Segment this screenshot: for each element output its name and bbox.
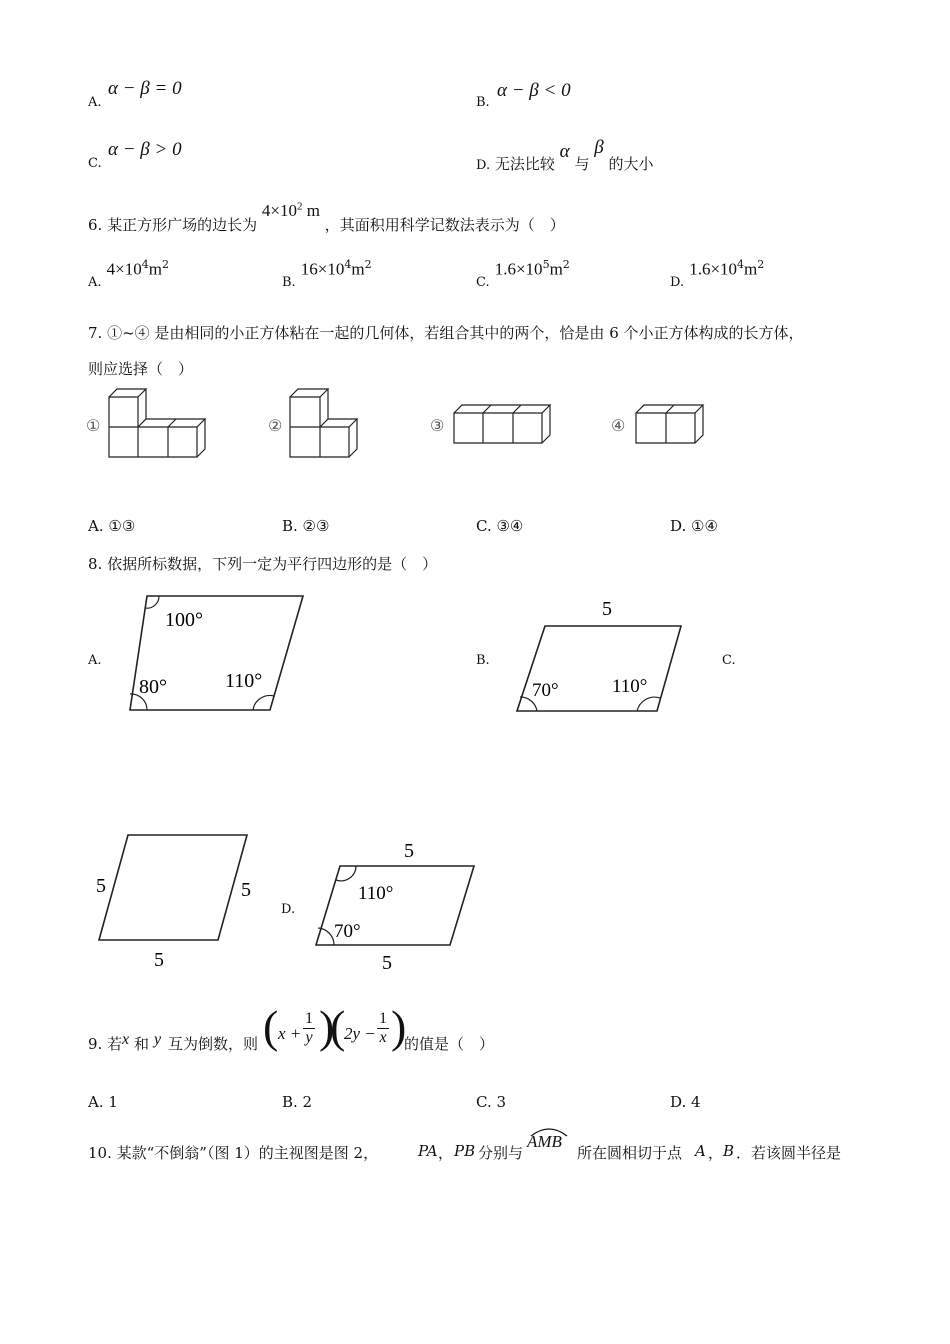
q8-option-d-label: D. [281, 902, 296, 917]
q6-stem-before: 6. 某正方形广场的边长为 [88, 216, 258, 234]
q5-option-d-label: D. [476, 158, 491, 173]
angle-label: 110° [612, 676, 648, 697]
side-label: 5 [154, 949, 164, 971]
figure-2-label: ② [268, 418, 283, 435]
q5-option-b-label: B. [476, 95, 490, 110]
figure-1-label: ① [86, 418, 101, 435]
left-paren: ( [263, 1001, 279, 1052]
side-label: 5 [382, 952, 392, 974]
q6-side-length: $4\times 10^2$ m [261, 200, 320, 220]
q8-figure-b [510, 595, 690, 720]
q9-stem-after: 的值是（ ） [404, 1035, 495, 1053]
q7-stem-line2: 则应选择（ ） [88, 360, 194, 378]
angle-label: 110° [358, 883, 394, 904]
angle-label: 70° [334, 921, 361, 942]
q9-option-d: D. 4 [670, 1093, 701, 1111]
q7-figures [80, 385, 730, 470]
angle-label: 70° [532, 680, 559, 701]
figure-2-cubes [290, 389, 357, 457]
point-a: A [695, 1142, 706, 1160]
q5-option-d-tail: 的大小 [608, 155, 654, 173]
q6-option-a: $_{A.}$ $4\times 10^4m^2$ [88, 258, 169, 291]
q10-comma2: ， [708, 1144, 724, 1162]
q5-option-a-expr: α − β = 0 [108, 78, 182, 99]
q6-option-b: $_{B.}$ $16\times 10^4m^2$ [282, 258, 372, 291]
q10-stem-mid: 分别与 [478, 1144, 524, 1162]
figure-4-cubes [636, 405, 703, 443]
q7-option-d: D. ①④ [670, 517, 718, 535]
beta-symbol: β [594, 137, 604, 158]
q5-option-b-expr: α − β < 0 [497, 80, 571, 101]
angle-label: 100° [165, 609, 203, 631]
right-paren: ) [391, 1001, 407, 1052]
q9-option-c: C. 3 [476, 1093, 507, 1111]
side-label: 5 [602, 598, 612, 620]
q8-option-c-label: C. [722, 653, 736, 668]
q10-stem-after: 所在圆相切于点 [577, 1144, 683, 1162]
q7-stem-line1: 7. ①~④ 是由相同的小正方体粘在一起的几何体，若组合其中的两个，恰是由 6 个小正方体构成的长方体， [88, 324, 804, 342]
q8-figure-d [310, 835, 485, 975]
q10-comma: ， [438, 1144, 454, 1162]
q5-option-a-label: A. [88, 95, 102, 110]
q8-figure-c [90, 825, 260, 975]
q9-option-a: A. 1 [88, 1093, 118, 1111]
q10-stem-before: 10. 某款“不倒翁”（图 1）的主视图是图 2， [88, 1144, 379, 1162]
expr-2y-minus: 2y − [344, 1024, 376, 1043]
expr-x-plus: x + [278, 1024, 302, 1043]
q5-option-c-label: C. [88, 156, 102, 171]
figure-3-label: ③ [430, 418, 445, 435]
fraction-one-over-y: $\frac{1}{y}$ [305, 1010, 313, 1046]
q10-stem-end: ．若该圆半径是 [736, 1144, 842, 1162]
q9-stem-mid: 互为倒数，则 [168, 1035, 259, 1053]
angle-label: 110° [225, 670, 263, 692]
var-x: x [122, 1031, 130, 1048]
angle-label: 80° [139, 676, 167, 698]
left-paren: ( [330, 1001, 346, 1052]
q5-option-c-expr: α − β > 0 [108, 139, 182, 160]
q9-stem-before: 9. 若 [88, 1035, 123, 1053]
q8-option-b-label: B. [476, 653, 490, 668]
q7-option-b: B. ②③ [282, 517, 330, 535]
q8-figure-a [125, 590, 310, 715]
q9-and: 和 [134, 1035, 150, 1053]
q5-option-d [476, 137, 654, 173]
segment-pb: PB [454, 1142, 476, 1160]
var-y: y [154, 1031, 162, 1048]
q8-stem: 8. 依据所标数据，下列一定为平行四边形的是（ ） [88, 555, 438, 573]
alpha-symbol: α [559, 141, 570, 162]
q9-option-b: B. 2 [282, 1093, 313, 1111]
point-b: B [723, 1142, 735, 1160]
right-paren: ) [319, 1001, 335, 1052]
q6-option-d: $_{D.}$ $1.6\times 10^4m^2$ [670, 258, 765, 291]
segment-pa: PA [418, 1142, 438, 1160]
q7-option-a: A. ①③ [88, 517, 136, 535]
q7-option-c: C. ③④ [476, 517, 524, 535]
side-label: 5 [404, 840, 414, 862]
q5-option-d-conj: 与 [574, 155, 590, 173]
fraction-one-over-x: $\frac{1}{x}$ [379, 1010, 387, 1046]
q6-stem-after: ，其面积用科学记数法表示为（ ） [324, 216, 565, 234]
q6-option-c: $_{C.}$ $1.6\times 10^5m^2$ [476, 258, 570, 291]
side-label: 5 [96, 875, 106, 897]
figure-1-cubes [109, 389, 205, 457]
q5-option-d-text: 无法比较 [494, 155, 555, 173]
side-label: 5 [241, 879, 251, 901]
figure-4-label: ④ [611, 418, 626, 435]
q8-option-a-label: A. [88, 653, 102, 668]
q6-stem [88, 200, 565, 234]
figure-3-cubes [454, 405, 550, 443]
